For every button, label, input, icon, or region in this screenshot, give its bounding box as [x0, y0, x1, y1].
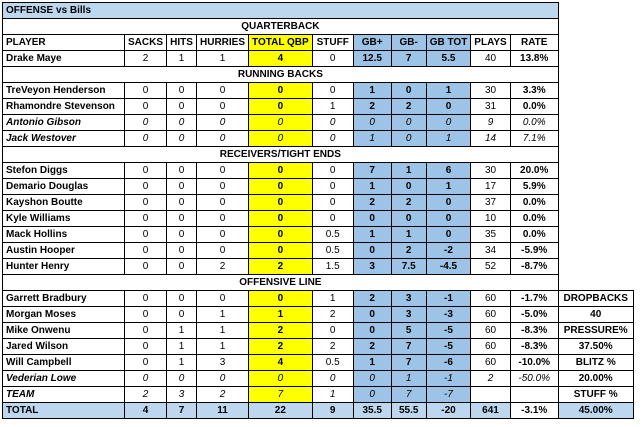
cell-hits: 1: [167, 339, 197, 355]
cell-gbm: 2: [391, 99, 426, 115]
cell-gbp: 0: [353, 243, 391, 259]
total-gbp: 35.5: [353, 403, 391, 419]
player-name: Rhamondre Stevenson: [3, 99, 125, 115]
cell-hurries: 1: [197, 307, 249, 323]
cell-hurries: 0: [197, 227, 249, 243]
table-row: [3, 227, 634, 243]
cell-sacks: 0: [125, 131, 167, 147]
side-stat-label: PRESSURE%: [558, 323, 633, 339]
cell-stuff: 0: [312, 131, 353, 147]
cell-gbt: -1: [426, 291, 471, 307]
side-stat-label: BLITZ %: [558, 355, 633, 371]
cell-gbp: 0: [353, 211, 391, 227]
player-name: Drake Maye: [3, 51, 125, 67]
cell-hurries: 0: [197, 243, 249, 259]
cell-hits: 1: [167, 323, 197, 339]
column-header-hurries: HURRIES: [197, 35, 249, 51]
cell-stuff: 1: [312, 291, 353, 307]
cell-sacks: 2: [125, 51, 167, 67]
cell-hurries: 2: [197, 259, 249, 275]
table-row: [3, 51, 634, 67]
cell-hits: 0: [167, 179, 197, 195]
cell-sacks: 0: [125, 323, 167, 339]
cell-gbp: 1: [353, 227, 391, 243]
column-header-row: [3, 35, 634, 51]
cell-gbp: 0: [353, 371, 391, 387]
cell-gbm: 7.5: [391, 259, 426, 275]
section-header: OFFENSIVE LINE: [3, 275, 559, 291]
cell-sacks: 0: [125, 179, 167, 195]
cell-qbp: 0: [249, 179, 313, 195]
cell-plays: 60: [471, 339, 510, 355]
cell-hits: 0: [167, 371, 197, 387]
cell-qbp: 4: [249, 355, 313, 371]
cell-plays: 14: [471, 131, 510, 147]
total-label: TOTAL: [3, 403, 125, 419]
cell-rate: -10.0%: [510, 355, 558, 371]
cell-qbp: 0: [249, 83, 313, 99]
cell-rate: -8.3%: [510, 339, 558, 355]
cell-gbm: 7: [391, 51, 426, 67]
player-name: TreVeyon Henderson: [3, 83, 125, 99]
cell-rate: -1.7%: [510, 291, 558, 307]
cell-sacks: 0: [125, 371, 167, 387]
table-row: [3, 211, 634, 227]
cell-rate: [510, 387, 558, 403]
cell-hits: 0: [167, 307, 197, 323]
cell-gbp: 7: [353, 163, 391, 179]
column-header-player: PLAYER: [3, 35, 125, 51]
table-row: [3, 163, 634, 179]
cell-gbp: 1: [353, 83, 391, 99]
cell-gbp: 2: [353, 195, 391, 211]
cell-hits: 0: [167, 131, 197, 147]
player-name: Demario Douglas: [3, 179, 125, 195]
player-name: Vederian Lowe: [3, 371, 125, 387]
cell-plays: [471, 387, 510, 403]
cell-qbp: 0: [249, 243, 313, 259]
cell-hurries: 0: [197, 211, 249, 227]
cell-hurries: 2: [197, 387, 249, 403]
table-row: [3, 195, 634, 211]
table-row: [3, 99, 634, 115]
total-sacks: 4: [125, 403, 167, 419]
cell-qbp: 0: [249, 195, 313, 211]
cell-stuff: 0: [312, 51, 353, 67]
cell-gbp: 2: [353, 99, 391, 115]
cell-plays: 2: [471, 371, 510, 387]
table-row: [3, 115, 634, 131]
cell-plays: 35: [471, 227, 510, 243]
column-header-gb-tot: GB TOT: [426, 35, 471, 51]
cell-sacks: 0: [125, 163, 167, 179]
cell-gbp: 2: [353, 339, 391, 355]
cell-sacks: 0: [125, 195, 167, 211]
cell-gbm: 1: [391, 227, 426, 243]
cell-gbm: 3: [391, 291, 426, 307]
cell-gbp: 3: [353, 259, 391, 275]
total-gbt: -20: [426, 403, 471, 419]
side-stat-label: DROPBACKS: [558, 291, 633, 307]
table-row: [3, 243, 634, 259]
column-header-plays: PLAYS: [471, 35, 510, 51]
table-row: [3, 371, 634, 387]
cell-gbm: 7: [391, 387, 426, 403]
cell-hits: 0: [167, 195, 197, 211]
column-header-gb-minus: GB-: [391, 35, 426, 51]
cell-hits: 0: [167, 83, 197, 99]
player-name: Kayshon Boutte: [3, 195, 125, 211]
player-name: Stefon Diggs: [3, 163, 125, 179]
cell-qbp: 0: [249, 163, 313, 179]
cell-hits: 0: [167, 163, 197, 179]
player-name: Mike Onwenu: [3, 323, 125, 339]
side-stat-value: 45.00%: [558, 403, 633, 419]
player-name: Hunter Henry: [3, 259, 125, 275]
cell-stuff: 0: [312, 211, 353, 227]
cell-hurries: 0: [197, 83, 249, 99]
cell-stuff: 0: [312, 115, 353, 131]
cell-sacks: 0: [125, 211, 167, 227]
cell-plays: 60: [471, 355, 510, 371]
cell-sacks: 0: [125, 83, 167, 99]
cell-hurries: 3: [197, 355, 249, 371]
player-name: Austin Hooper: [3, 243, 125, 259]
player-name: Garrett Bradbury: [3, 291, 125, 307]
cell-gbm: 0: [391, 83, 426, 99]
section-header: RUNNING BACKS: [3, 67, 559, 83]
cell-stuff: 0.5: [312, 227, 353, 243]
cell-stuff: 1.5: [312, 259, 353, 275]
cell-hurries: 0: [197, 115, 249, 131]
player-name: Kyle Williams: [3, 211, 125, 227]
cell-plays: 60: [471, 291, 510, 307]
table-row: [3, 307, 634, 323]
cell-sacks: 0: [125, 115, 167, 131]
cell-sacks: 0: [125, 355, 167, 371]
cell-gbt: 5.5: [426, 51, 471, 67]
total-hurries: 11: [197, 403, 249, 419]
cell-gbt: -7: [426, 387, 471, 403]
cell-rate: 7.1%: [510, 131, 558, 147]
cell-hits: 0: [167, 259, 197, 275]
side-stat-label: STUFF %: [558, 387, 633, 403]
cell-gbm: 0: [391, 179, 426, 195]
cell-stuff: 0: [312, 179, 353, 195]
cell-plays: 60: [471, 307, 510, 323]
cell-gbm: 1: [391, 371, 426, 387]
player-name: Jack Westover: [3, 131, 125, 147]
cell-hits: 0: [167, 227, 197, 243]
cell-stuff: 0: [312, 195, 353, 211]
cell-gbt: 0: [426, 115, 471, 131]
cell-hits: 1: [167, 51, 197, 67]
cell-gbp: 12.5: [353, 51, 391, 67]
cell-qbp: 1: [249, 307, 313, 323]
cell-gbt: 0: [426, 227, 471, 243]
column-header-hits: HITS: [167, 35, 197, 51]
cell-rate: -5.9%: [510, 243, 558, 259]
cell-plays: 10: [471, 211, 510, 227]
cell-gbm: 7: [391, 355, 426, 371]
cell-stuff: 1: [312, 99, 353, 115]
table-row: [3, 179, 634, 195]
player-name: Jared Wilson: [3, 339, 125, 355]
cell-rate: 13.8%: [510, 51, 558, 67]
cell-rate: 0.0%: [510, 115, 558, 131]
cell-hurries: 0: [197, 291, 249, 307]
column-header-total-qbp: TOTAL QBP: [249, 35, 313, 51]
cell-plays: 34: [471, 243, 510, 259]
cell-hurries: 1: [197, 323, 249, 339]
cell-hurries: 1: [197, 339, 249, 355]
cell-qbp: 0: [249, 115, 313, 131]
section-row: [3, 275, 634, 291]
table-row: [3, 291, 634, 307]
cell-gbm: 3: [391, 307, 426, 323]
cell-gbt: -1: [426, 371, 471, 387]
cell-gbt: -3: [426, 307, 471, 323]
cell-gbp: 0: [353, 115, 391, 131]
cell-gbt: 1: [426, 131, 471, 147]
cell-qbp: 0: [249, 371, 313, 387]
cell-gbt: -5: [426, 323, 471, 339]
side-stat-value: 40: [558, 307, 633, 323]
cell-rate: 5.9%: [510, 179, 558, 195]
table-row: [3, 339, 634, 355]
cell-sacks: 0: [125, 227, 167, 243]
cell-qbp: 0: [249, 291, 313, 307]
column-header-stuff: STUFF: [312, 35, 353, 51]
total-stuff: 9: [312, 403, 353, 419]
cell-qbp: 2: [249, 339, 313, 355]
cell-hits: 0: [167, 291, 197, 307]
cell-rate: 0.0%: [510, 227, 558, 243]
cell-gbp: 0: [353, 387, 391, 403]
cell-gbm: 0: [391, 131, 426, 147]
cell-qbp: 2: [249, 323, 313, 339]
table-row: [3, 323, 634, 339]
player-name: Mack Hollins: [3, 227, 125, 243]
cell-rate: 0.0%: [510, 195, 558, 211]
cell-qbp: 4: [249, 51, 313, 67]
section-header: RECEIVERS/TIGHT ENDS: [3, 147, 559, 163]
cell-rate: 0.0%: [510, 211, 558, 227]
player-name: Antonio Gibson: [3, 115, 125, 131]
cell-gbt: -6: [426, 355, 471, 371]
cell-gbm: 2: [391, 195, 426, 211]
offense-stats-table: [2, 2, 634, 419]
cell-rate: 20.0%: [510, 163, 558, 179]
cell-stuff: 2: [312, 339, 353, 355]
total-hits: 7: [167, 403, 197, 419]
cell-hurries: 0: [197, 131, 249, 147]
section-row: [3, 19, 634, 35]
cell-gbp: 0: [353, 323, 391, 339]
cell-hurries: 0: [197, 163, 249, 179]
cell-rate: -8.3%: [510, 323, 558, 339]
cell-stuff: 0: [312, 371, 353, 387]
cell-gbt: 6: [426, 163, 471, 179]
cell-gbt: 0: [426, 195, 471, 211]
cell-gbm: 7: [391, 339, 426, 355]
cell-rate: 3.3%: [510, 83, 558, 99]
cell-gbm: 0: [391, 211, 426, 227]
cell-qbp: 7: [249, 387, 313, 403]
cell-hurries: 0: [197, 179, 249, 195]
cell-gbm: 2: [391, 243, 426, 259]
cell-hurries: 1: [197, 51, 249, 67]
total-rate: -3.1%: [510, 403, 558, 419]
cell-gbp: 1: [353, 179, 391, 195]
table-row: [3, 387, 634, 403]
cell-gbt: 1: [426, 179, 471, 195]
table-row: [3, 83, 634, 99]
cell-stuff: 0: [312, 323, 353, 339]
cell-plays: 30: [471, 83, 510, 99]
page-title: OFFENSE vs Bills: [3, 3, 559, 19]
cell-gbt: -4.5: [426, 259, 471, 275]
cell-gbt: 0: [426, 211, 471, 227]
cell-hurries: 0: [197, 195, 249, 211]
cell-hits: 3: [167, 387, 197, 403]
cell-gbm: 0: [391, 115, 426, 131]
cell-qbp: 0: [249, 211, 313, 227]
cell-stuff: 0.5: [312, 355, 353, 371]
cell-sacks: 0: [125, 259, 167, 275]
cell-stuff: 0.5: [312, 243, 353, 259]
title-row: [3, 3, 634, 19]
cell-hurries: 0: [197, 371, 249, 387]
section-row: [3, 147, 634, 163]
cell-stuff: 0: [312, 163, 353, 179]
cell-hits: 1: [167, 355, 197, 371]
cell-gbp: 1: [353, 131, 391, 147]
table-row: [3, 131, 634, 147]
cell-gbt: 0: [426, 99, 471, 115]
cell-rate: -50.0%: [510, 371, 558, 387]
cell-plays: 52: [471, 259, 510, 275]
total-gbm: 55.5: [391, 403, 426, 419]
side-stat-value: 37.50%: [558, 339, 633, 355]
player-name: Will Campbell: [3, 355, 125, 371]
cell-gbp: 0: [353, 307, 391, 323]
cell-gbt: -5: [426, 339, 471, 355]
total-qbp: 22: [249, 403, 313, 419]
side-stat-value: 20.00%: [558, 371, 633, 387]
cell-gbt: -2: [426, 243, 471, 259]
cell-rate: -8.7%: [510, 259, 558, 275]
total-row: [3, 403, 634, 419]
cell-plays: 17: [471, 179, 510, 195]
cell-gbm: 5: [391, 323, 426, 339]
column-header-sacks: SACKS: [125, 35, 167, 51]
section-row: [3, 67, 634, 83]
cell-qbp: 0: [249, 99, 313, 115]
cell-gbt: 1: [426, 83, 471, 99]
cell-plays: 37: [471, 195, 510, 211]
cell-rate: 0.0%: [510, 99, 558, 115]
cell-plays: 60: [471, 323, 510, 339]
cell-hits: 0: [167, 211, 197, 227]
cell-qbp: 0: [249, 227, 313, 243]
cell-sacks: 0: [125, 339, 167, 355]
cell-hurries: 0: [197, 99, 249, 115]
cell-plays: 9: [471, 115, 510, 131]
cell-sacks: 0: [125, 307, 167, 323]
column-header-gb-plus: GB+: [353, 35, 391, 51]
cell-hits: 0: [167, 243, 197, 259]
cell-qbp: 0: [249, 131, 313, 147]
cell-hits: 0: [167, 115, 197, 131]
cell-plays: 30: [471, 163, 510, 179]
table-row: [3, 259, 634, 275]
table-row: [3, 355, 634, 371]
cell-hits: 0: [167, 99, 197, 115]
cell-sacks: 0: [125, 291, 167, 307]
column-header-rate: RATE: [510, 35, 558, 51]
cell-qbp: 2: [249, 259, 313, 275]
cell-stuff: 2: [312, 307, 353, 323]
cell-gbp: 1: [353, 355, 391, 371]
cell-stuff: 0: [312, 83, 353, 99]
cell-gbp: 2: [353, 291, 391, 307]
player-name: TEAM: [3, 387, 125, 403]
player-name: Morgan Moses: [3, 307, 125, 323]
cell-gbm: 1: [391, 163, 426, 179]
section-header-quarterback: QUARTERBACK: [3, 19, 559, 35]
cell-stuff: 1: [312, 387, 353, 403]
cell-plays: 31: [471, 99, 510, 115]
cell-sacks: 0: [125, 243, 167, 259]
cell-plays: 40: [471, 51, 510, 67]
cell-sacks: 2: [125, 387, 167, 403]
cell-rate: -5.0%: [510, 307, 558, 323]
total-plays: 641: [471, 403, 510, 419]
cell-sacks: 0: [125, 99, 167, 115]
